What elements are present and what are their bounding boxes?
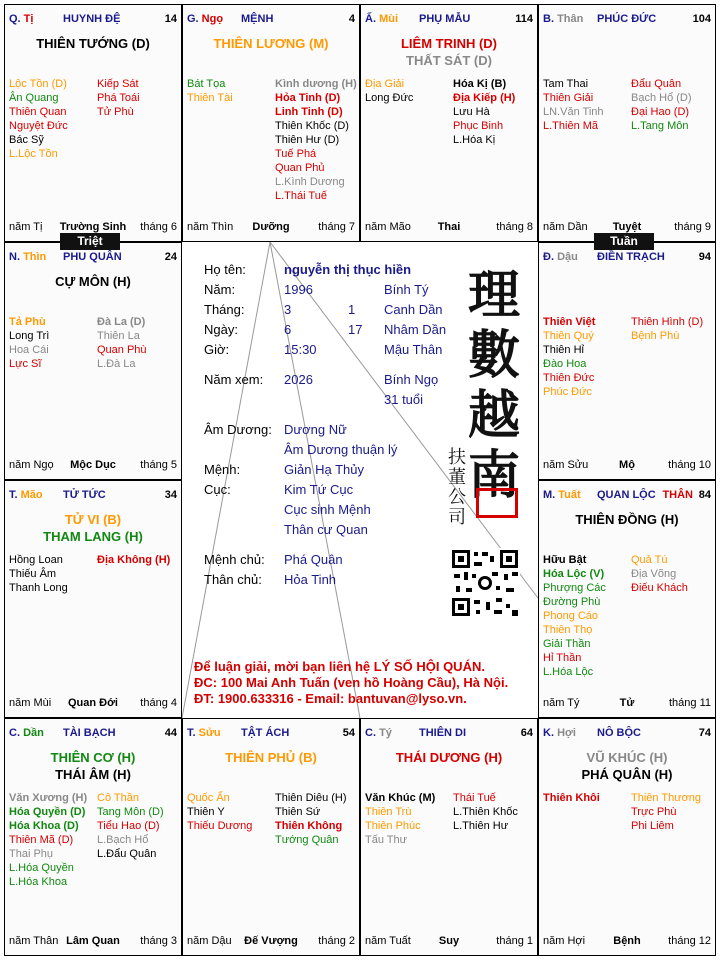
main-star: THIÊN ĐỒNG (H) <box>575 512 679 527</box>
info-cuc2: Cục sinh Mệnh <box>284 502 371 517</box>
palace-header <box>539 13 715 29</box>
palace-name: NÔ BỘC <box>597 727 641 739</box>
palace-number: 4 <box>348 13 355 25</box>
main-star: LIÊM TRINH (D) <box>400 36 498 51</box>
calligraphy-char-3: 越 <box>468 385 521 446</box>
palace-footer <box>365 221 533 235</box>
palace-header <box>361 13 537 29</box>
star: Đẩu Quân <box>631 78 682 90</box>
star: Kình dương (H) <box>275 78 357 90</box>
palace-suu <box>182 718 360 956</box>
star: L.Thiên Khốc <box>453 806 518 818</box>
palace-year: năm Mùi <box>9 697 52 709</box>
star: Hồng Loan <box>9 554 63 566</box>
info-cuc: Cục: Kim Tứ Cục <box>204 482 354 497</box>
main-stars <box>5 511 181 545</box>
star: Tiểu Hao (D) <box>97 820 160 832</box>
palace-month: tháng 4 <box>140 697 177 709</box>
palace-trang-sinh: Thai <box>437 221 461 233</box>
palace-year: năm Tý <box>543 697 580 709</box>
star: Đà La (D) <box>97 316 146 328</box>
star: Nguyệt Đức <box>9 120 68 132</box>
star: L.Bạch Hổ <box>97 834 149 846</box>
right-stars <box>97 315 147 371</box>
palace-name: TÀI BẠCH <box>63 727 116 739</box>
star: Thai Phụ <box>9 848 54 860</box>
star: L.Tang Môn <box>631 120 689 132</box>
palace-footer <box>9 697 177 711</box>
star: L.Hóa Lộc <box>543 666 594 678</box>
palace-trang-sinh: Trường Sinh <box>59 221 127 233</box>
palace-header <box>539 727 715 743</box>
palace-footer <box>9 935 177 949</box>
main-stars <box>539 511 715 528</box>
palace-name: PHỤ MẪU <box>419 13 471 25</box>
star: Lực Sĩ <box>9 358 42 370</box>
star: Thiên Giải <box>543 92 594 104</box>
palace-trang-sinh: Mộ <box>619 459 635 471</box>
star: Đào Hoa <box>543 358 587 370</box>
palace-canchi: G. Ngọ <box>187 13 224 25</box>
palace-month: tháng 7 <box>318 221 355 233</box>
palace-number: 94 <box>698 251 711 263</box>
star: Hóa Kị (B) <box>453 78 507 90</box>
palace-ngo <box>182 4 360 242</box>
star: Thiên Mã (D) <box>9 834 74 846</box>
star: Thiên Trù <box>365 806 412 818</box>
right-stars <box>631 77 692 133</box>
star: Thiên Tài <box>187 92 233 104</box>
palace-canchi: N. Thìn <box>9 251 47 263</box>
palace-year: năm Sửu <box>543 459 589 471</box>
palace-header <box>5 489 181 505</box>
palace-mao <box>4 480 182 718</box>
palace-footer <box>365 935 533 949</box>
main-star: THAM LANG (H) <box>43 529 143 544</box>
palace-month: tháng 5 <box>140 459 177 471</box>
star: Thái Tuế <box>453 792 496 804</box>
palace-canchi: Đ. Dậu <box>543 251 578 263</box>
left-stars <box>9 553 68 595</box>
palace-header <box>5 13 181 29</box>
star: Văn Xương (H) <box>9 792 88 804</box>
palace-year: năm Thân <box>9 935 59 947</box>
palace-header <box>5 727 181 743</box>
star: Thiên Quý <box>543 330 594 342</box>
left-stars <box>365 791 435 847</box>
palace-canchi: K. Hợi <box>543 727 576 739</box>
calligraphy-small: 扶董公司 <box>448 447 466 528</box>
info-age: 31 tuổi <box>384 392 424 407</box>
palace-trang-sinh: Tuyệt <box>612 221 642 233</box>
star: Thiếu Dương <box>187 820 253 832</box>
main-stars <box>361 749 537 766</box>
contact-line-3: ĐT: 1900.633316 - Email: bantuvan@lyso.vn. <box>194 691 467 706</box>
info-name: Họ tên: nguyễn thị thục hiền <box>204 262 412 277</box>
star: Hóa Khoa (D) <box>9 820 79 832</box>
star: Thanh Long <box>9 582 68 594</box>
palace-number: 114 <box>515 13 533 25</box>
main-star: THẤT SÁT (D) <box>406 53 492 68</box>
palace-header <box>539 489 715 505</box>
palace-number: 24 <box>164 251 177 263</box>
star: Thiên Không <box>275 820 343 832</box>
star: Phúc Đức <box>543 386 592 398</box>
palace-canchi: T. Mão <box>9 489 43 501</box>
star: Bác Sỹ <box>9 134 44 146</box>
left-stars <box>9 791 87 889</box>
main-stars <box>539 749 715 783</box>
left-stars <box>187 77 233 105</box>
palace-month: tháng 12 <box>668 935 711 947</box>
left-stars <box>187 791 252 833</box>
right-stars <box>275 791 347 847</box>
calligraphy-char-4: 南 <box>468 445 521 506</box>
palace-number: 84 <box>698 489 711 501</box>
contact-line-1: Để luận giải, mời bạn liên hệ LÝ SỐ HỘI QUÁN. <box>194 659 485 674</box>
palace-name: PHU QUÂN <box>63 251 122 263</box>
palace-month: tháng 3 <box>140 935 177 947</box>
star: Hỏa Tinh (D) <box>275 92 341 104</box>
palace-number: 74 <box>698 727 711 739</box>
star: Thiên Thương <box>631 792 702 804</box>
palace-name: TẬT ÁCH <box>241 727 290 739</box>
palace-month: tháng 9 <box>674 221 711 233</box>
palace-footer <box>187 935 355 949</box>
right-stars <box>631 315 703 343</box>
star: L.Lộc Tồn <box>9 148 58 160</box>
star: Phượng Các <box>543 582 606 594</box>
qr-code-icon <box>450 548 520 618</box>
star: Địa Giải <box>365 78 405 90</box>
star: Hóa Quyền (D) <box>9 806 86 818</box>
palace-number: 44 <box>164 727 177 739</box>
star: Cô Thần <box>97 792 139 804</box>
main-star: THIÊN CƠ (H) <box>50 750 136 765</box>
palace-footer <box>543 459 711 473</box>
main-stars <box>5 749 181 783</box>
star: L.Thái Tuế <box>275 190 327 202</box>
star: Hữu Bật <box>543 554 587 566</box>
star: Tang Môn (D) <box>97 806 164 818</box>
star: Giải Thần <box>543 638 591 650</box>
main-star: PHÁ QUÂN (H) <box>581 767 673 782</box>
main-star: THIÊN TƯỚNG (D) <box>36 36 150 51</box>
left-stars <box>543 77 604 133</box>
star: Địa Võng <box>631 568 677 580</box>
star: L.Thiên Mã <box>543 120 599 132</box>
palace-number: 54 <box>342 727 355 739</box>
palace-name: THIÊN DI <box>419 727 467 739</box>
calligraphy-char-2: 數 <box>468 325 521 386</box>
palace-footer <box>9 459 177 473</box>
star: Thiên Thọ <box>543 624 593 636</box>
star: Ân Quang <box>9 92 59 104</box>
palace-trang-sinh: Đế Vượng <box>244 935 298 947</box>
palace-name: PHÚC ĐỨC <box>597 13 657 25</box>
left-stars <box>9 77 68 161</box>
star: Thiên Diêu (H) <box>275 792 347 804</box>
star: Thiên Quan <box>9 106 67 118</box>
star: LN.Văn Tinh <box>543 106 604 118</box>
right-stars <box>97 77 140 119</box>
star: Kiếp Sát <box>97 78 139 90</box>
palace-dan <box>4 718 182 956</box>
star: Quốc Ấn <box>187 792 230 804</box>
palace-name: QUAN LỘC <box>597 489 656 501</box>
star: Đường Phù <box>543 596 601 608</box>
star: Thiên Việt <box>543 316 596 328</box>
palace-header <box>183 13 359 29</box>
star: L.Kình Dương <box>275 176 345 188</box>
left-stars <box>543 553 606 679</box>
star: Hóa Lộc (V) <box>543 568 605 580</box>
palace-dau <box>538 242 716 480</box>
palace-header <box>5 251 181 267</box>
star: Thiên La <box>97 330 140 342</box>
star: Tuế Phá <box>275 148 317 160</box>
main-star: THÁI ÂM (H) <box>55 767 131 782</box>
red-seal-icon <box>476 488 518 518</box>
palace-canchi: C. Tý <box>365 727 392 739</box>
palace-month: tháng 8 <box>496 221 533 233</box>
right-stars <box>453 77 515 147</box>
palace-canchi: B. Thân <box>543 13 584 25</box>
info-than-chu: Thân chủ: Hỏa Tinh <box>204 572 337 587</box>
main-star: THIÊN PHỦ (B) <box>225 750 317 765</box>
star: Lưu Hà <box>453 106 490 118</box>
palace-year: năm Hợi <box>543 935 586 947</box>
star: Đại Hao (D) <box>631 106 690 118</box>
star: Phá Toái <box>97 92 140 104</box>
palace-year: năm Tị <box>9 221 43 233</box>
palace-than-marker: THÂN <box>662 489 693 501</box>
star: Thiên Khốc (D) <box>275 120 349 132</box>
main-star: THÁI DƯƠNG (H) <box>395 750 503 765</box>
palace-month: tháng 11 <box>668 697 711 709</box>
palace-year: năm Tuất <box>365 935 411 947</box>
right-stars <box>275 77 357 203</box>
palace-year: năm Thìn <box>187 221 234 233</box>
palace-than <box>538 4 716 242</box>
info-cuc3: Thân cư Quan <box>284 522 368 537</box>
palace-ti <box>4 4 182 242</box>
info-hour: Giờ: 15:30 Mậu Thân <box>204 342 443 357</box>
star: Bệnh Phù <box>631 330 680 342</box>
star: Thiên Hình (D) <box>631 316 704 328</box>
star: Văn Khúc (M) <box>365 792 436 804</box>
right-stars <box>97 791 164 861</box>
star: L.Hóa Khoa <box>9 876 68 888</box>
info-month: Tháng: 3 1 Canh Dần <box>204 302 443 317</box>
star: Long Đức <box>365 92 414 104</box>
star: Bát Tọa <box>187 78 226 90</box>
star: Tả Phù <box>9 316 46 328</box>
palace-canchi: T. Sửu <box>187 727 221 739</box>
palace-year: năm Mão <box>365 221 411 233</box>
main-stars <box>183 749 359 766</box>
main-stars <box>183 35 359 52</box>
star: Thiên Sứ <box>275 806 321 818</box>
main-star: THIÊN LƯƠNG (M) <box>213 36 329 51</box>
info-amduong: Âm Dương: Dương Nữ <box>204 422 347 437</box>
name-value: nguyễn thị thục hiền <box>284 262 412 277</box>
palace-number: 64 <box>520 727 533 739</box>
tuan-tag: Tuần <box>594 233 654 250</box>
star: Thiên Y <box>187 806 225 818</box>
star: Long Trì <box>9 330 50 342</box>
palace-year: năm Dần <box>543 221 588 233</box>
palace-year: năm Ngọ <box>9 459 54 471</box>
left-stars <box>543 315 595 399</box>
main-stars <box>5 273 181 290</box>
palace-footer <box>543 935 711 949</box>
palace-number: 34 <box>164 489 177 501</box>
main-stars <box>361 35 537 69</box>
triet-tag: Triệt <box>60 233 120 250</box>
info-amduong2: Âm Dương thuận lý <box>284 442 398 457</box>
palace-trang-sinh: Dưỡng <box>252 221 290 233</box>
palace-trang-sinh: Lâm Quan <box>66 935 120 947</box>
palace-ty <box>360 718 538 956</box>
star: Tấu Thư <box>365 834 408 846</box>
star: Linh Tinh (D) <box>275 106 343 118</box>
palace-thin <box>4 242 182 480</box>
left-stars <box>365 77 413 105</box>
star: Quan Phù <box>97 344 147 356</box>
star: Thiên Đức <box>543 372 595 384</box>
right-stars <box>97 553 170 567</box>
star: Tử Phù <box>97 106 134 118</box>
star: L.Thiên Hư <box>453 820 509 832</box>
star: Phi Liêm <box>631 820 674 832</box>
palace-name: TỬ TỨC <box>63 489 106 501</box>
info-view-year: Năm xem: 2026 Bính Ngọ <box>204 372 439 387</box>
palace-month: tháng 10 <box>668 459 711 471</box>
palace-canchi: C. Dần <box>9 727 44 739</box>
star: Thiên Hỉ <box>543 344 584 356</box>
star: Phục Binh <box>453 120 504 132</box>
palace-name: HUYNH ĐỆ <box>63 13 121 25</box>
main-stars <box>5 35 181 52</box>
palace-trang-sinh: Mộc Dục <box>70 459 116 471</box>
star: Hoa Cái <box>9 344 49 356</box>
palace-year: năm Dậu <box>187 935 232 947</box>
palace-trang-sinh: Tử <box>619 697 635 709</box>
main-star: TỬ VI (B) <box>64 512 122 527</box>
star: Trực Phù <box>631 806 677 818</box>
left-stars <box>543 791 600 805</box>
star: Thiếu Âm <box>9 568 57 580</box>
info-year: Năm: 1996 Bính Tý <box>204 282 429 297</box>
palace-month: tháng 6 <box>140 221 177 233</box>
palace-trang-sinh: Suy <box>438 935 460 947</box>
star: L.Đà La <box>97 358 136 370</box>
star: Phong Cáo <box>543 610 599 622</box>
palace-header <box>183 727 359 743</box>
palace-number: 104 <box>692 13 711 25</box>
palace-number: 14 <box>164 13 177 25</box>
contact-line-2: ĐC: 100 Mai Anh Tuấn (ven hồ Hoàng Cầu), Hà Nội. <box>194 675 509 690</box>
palace-header <box>361 727 537 743</box>
left-stars <box>9 315 49 371</box>
star: Địa Không (H) <box>97 554 171 566</box>
star: L.Đẩu Quân <box>97 848 157 860</box>
star: Bạch Hổ (D) <box>631 92 692 104</box>
star: Tướng Quân <box>275 834 339 846</box>
star: L.Hóa Kị <box>453 134 496 146</box>
star: Quan Phủ <box>275 162 325 174</box>
right-stars <box>631 553 688 595</box>
star: Quả Tú <box>631 554 668 566</box>
palace-trang-sinh: Bệnh <box>613 935 641 947</box>
palace-name: MỆNH <box>241 13 274 25</box>
palace-canchi: Q. Tị <box>9 13 34 25</box>
star: Thiên Hư (D) <box>275 134 340 146</box>
palace-canchi: M. Tuất <box>543 489 581 501</box>
palace-hoi <box>538 718 716 956</box>
star: Thiên Phúc <box>365 820 421 832</box>
calligraphy-char-1: 理 <box>468 265 521 326</box>
info-day: Ngày: 6 17 Nhâm Dần <box>204 322 447 337</box>
info-menh-chu: Mệnh chủ: Phá Quân <box>204 552 343 567</box>
star: Địa Kiếp (H) <box>453 92 516 104</box>
palace-name: ĐIỀN TRẠCH <box>597 251 665 263</box>
star: Hỉ Thần <box>543 652 582 664</box>
star: Thiên Khôi <box>543 792 600 804</box>
palace-mui <box>360 4 538 242</box>
right-stars <box>631 791 701 833</box>
palace-trang-sinh: Quan Đới <box>68 697 118 709</box>
palace-footer <box>187 221 355 235</box>
star: Tam Thai <box>543 78 589 90</box>
palace-month: tháng 1 <box>496 935 533 947</box>
palace-canchi: Ấ. Mùi <box>365 13 399 25</box>
info-menh: Mệnh: Giản Hạ Thủy <box>204 462 364 477</box>
main-star: CỰ MÔN (H) <box>55 274 131 289</box>
palace-footer <box>543 697 711 711</box>
star: Điếu Khách <box>631 582 688 594</box>
palace-month: tháng 2 <box>318 935 355 947</box>
right-stars <box>453 791 518 833</box>
palace-header <box>539 251 715 267</box>
star: L.Hóa Quyền <box>9 862 74 874</box>
palace-tuat <box>538 480 716 718</box>
star: Lộc Tồn (D) <box>9 78 67 90</box>
main-star: VŨ KHÚC (H) <box>586 750 668 765</box>
